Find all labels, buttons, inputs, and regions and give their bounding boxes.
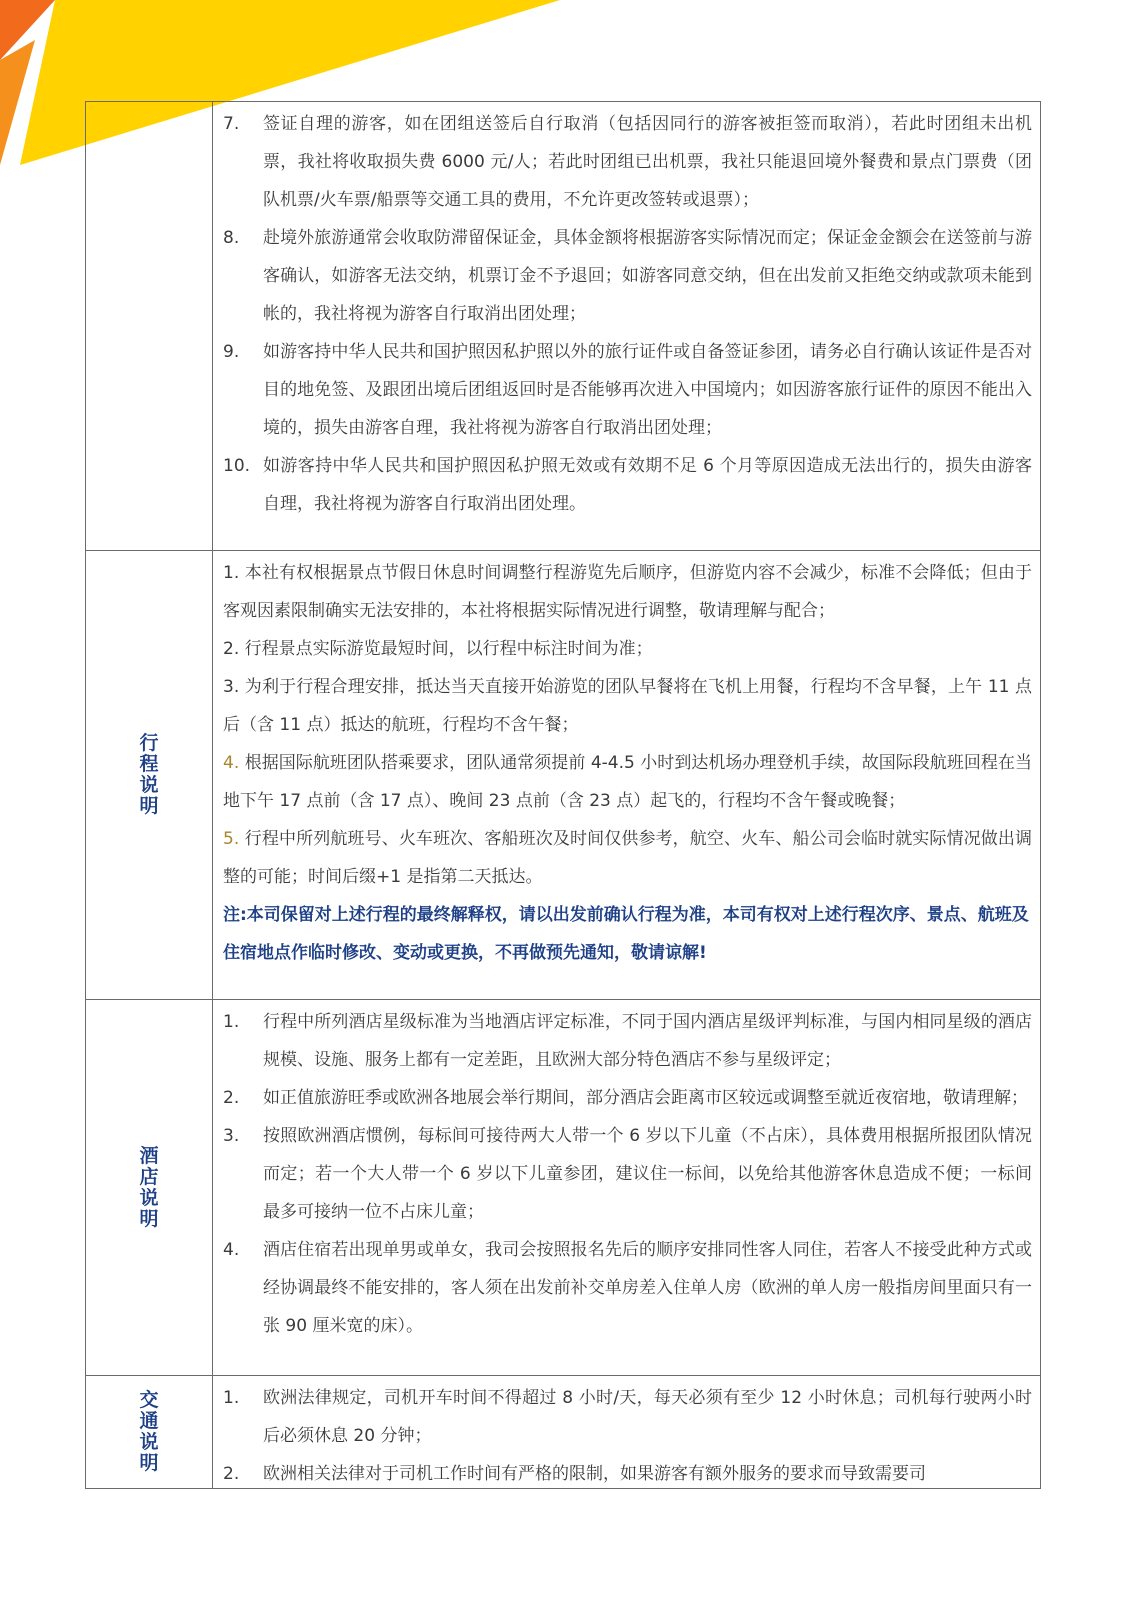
item-text: 按照欧洲酒店惯例，每标间可接待两大人带一个 6 岁以下儿童（不占床），具体费用根据所报团队情况而定；若一个大人带一个 6 岁以下儿童参团，建议住一标间，以免给其他游客休息造成不便；一标间最多可接纳一位不占床儿童； — [263, 1126, 1032, 1222]
section-label-cell — [86, 551, 213, 1000]
item-number: 3. — [223, 677, 240, 697]
list-item — [223, 333, 1032, 447]
section-row-visa — [86, 102, 1041, 551]
item-number: 5. — [223, 829, 240, 849]
section-label-cell — [86, 102, 213, 551]
section-content — [213, 1000, 1041, 1376]
list-item — [223, 219, 1032, 333]
list-item — [223, 630, 1032, 668]
item-text: 本社有权根据景点节假日休息时间调整行程游览先后顺序，但游览内容不会减少，标准不会降低；但由于客观因素限制确实无法安排的，本社将根据实际情况进行调整，敬请理解与配合； — [223, 563, 1033, 621]
item-number: 1. — [223, 563, 240, 583]
list-item — [223, 554, 1032, 630]
list-item — [223, 744, 1032, 820]
item-number: 3. — [223, 1126, 240, 1146]
item-text: 行程中所列酒店星级标准为当地酒店评定标准，不同于国内酒店星级评判标准，与国内相同星级的酒店规模、设施、服务上都有一定差距，且欧洲大部分特色酒店不参与星级评定； — [263, 1012, 1032, 1070]
item-number: 10. — [223, 456, 251, 476]
item-number: 8. — [223, 228, 240, 248]
item-text: 为利于行程合理安排，抵达当天直接开始游览的团队早餐将在飞机上用餐，行程均不含早餐，上午 11 点后（含 11 点）抵达的航班，行程均不含午餐； — [223, 677, 1033, 735]
section-label-cell — [86, 1376, 213, 1489]
section-row-transport — [86, 1376, 1041, 1489]
info-table — [85, 101, 1041, 1489]
item-number: 9. — [223, 342, 240, 362]
item-number: 2. — [223, 639, 240, 659]
section-label-cell — [86, 1000, 213, 1376]
disclaimer-note: 注:本司保留对上述行程的最终解释权，请以出发前确认行程为准，本司有权对上述行程次序、景点、航班及住宿地点作临时修改、变动或更换，不再做预先通知，敬请谅解! — [223, 905, 1029, 963]
item-number: 1. — [223, 1012, 240, 1032]
item-number: 2. — [223, 1464, 240, 1484]
list-item — [223, 1079, 1032, 1117]
section-label: 酒店说明 — [139, 1144, 159, 1230]
list-item — [223, 1455, 1032, 1488]
item-text: 根据国际航班团队搭乘要求，团队通常须提前 4-4.5 小时到达机场办理登机手续，故国际段航班回程在当地下午 17 点前（含 17 点）、晚间 23 点前（含 23 点）起飞的，行程均不含午餐或晚餐； — [223, 753, 1033, 811]
item-text: 欧洲法律规定，司机开车时间不得超过 8 小时/天，每天必须有至少 12 小时休息；司机每行驶两小时后必须休息 20 分钟； — [263, 1388, 1032, 1446]
list-item — [223, 1379, 1032, 1455]
section-content — [213, 1376, 1041, 1489]
item-number: 4. — [223, 753, 240, 773]
section-content — [213, 551, 1041, 1000]
item-text: 酒店住宿若出现单男或单女，我司会按照报名先后的顺序安排同性客人同住，若客人不接受此种方式或经协调最终不能安排的，客人须在出发前补交单房差入住单人房（欧洲的单人房一般指房间里面只有一张 90 厘米宽的床）。 — [263, 1240, 1032, 1336]
item-number: 1. — [223, 1388, 240, 1408]
item-text: 赴境外旅游通常会收取防滞留保证金，具体金额将根据游客实际情况而定；保证金金额会在送签前与游客确认，如游客无法交纳，机票订金不予退回；如游客同意交纳，但在出发前又拒绝交纳或款项未能到帐的，我社将视为游客自行取消出团处理； — [263, 228, 1032, 324]
item-text: 行程中所列航班号、火车班次、客船班次及时间仅供参考，航空、火车、船公司会临时就实际情况做出调整的可能；时间后缀+1 是指第二天抵达。 — [223, 829, 1033, 887]
list-item — [223, 105, 1032, 219]
item-text: 欧洲相关法律对于司机工作时间有严格的限制，如果游客有额外服务的要求而导致需要司 — [263, 1464, 926, 1484]
section-row-itinerary — [86, 551, 1041, 1000]
list-item — [223, 668, 1032, 744]
item-number: 2. — [223, 1088, 240, 1108]
item-text: 如正值旅游旺季或欧洲各地展会举行期间，部分酒店会距离市区较远或调整至就近夜宿地，敬请理解； — [263, 1088, 1028, 1108]
section-content — [213, 102, 1041, 551]
section-label: 交通说明 — [139, 1389, 159, 1474]
item-text: 如游客持中华人民共和国护照因私护照以外的旅行证件或自备签证参团，请务必自行确认该证件是否对目的地免签、及跟团出境后团组返回时是否能够再次进入中国境内；如因游客旅行证件的原因不能出入境的，损失由游客自理，我社将视为游客自行取消出团处理； — [263, 342, 1032, 438]
section-label: 行程说明 — [139, 732, 159, 817]
list-item — [223, 1117, 1032, 1231]
list-item — [223, 820, 1032, 896]
list-item — [223, 1003, 1032, 1079]
list-item — [223, 1231, 1032, 1345]
section-row-hotel — [86, 1000, 1041, 1376]
item-number: 4. — [223, 1240, 240, 1260]
item-text: 如游客持中华人民共和国护照因私护照无效或有效期不足 6 个月等原因造成无法出行的，损失由游客自理，我社将视为游客自行取消出团处理。 — [263, 456, 1032, 514]
item-text: 行程景点实际游览最短时间，以行程中标注时间为准； — [244, 639, 653, 659]
item-number: 7. — [223, 114, 240, 134]
item-text: 签证自理的游客，如在团组送签后自行取消（包括因同行的游客被拒签而取消），若此时团组未出机票，我社将收取损失费 6000 元/人；若此时团组已出机票，我社只能退回境外餐费和景点门票费（团队机票/火车票/船票等交通工具的费用，不允许更改签转或退票）； — [263, 114, 1032, 210]
list-item — [223, 447, 1032, 523]
